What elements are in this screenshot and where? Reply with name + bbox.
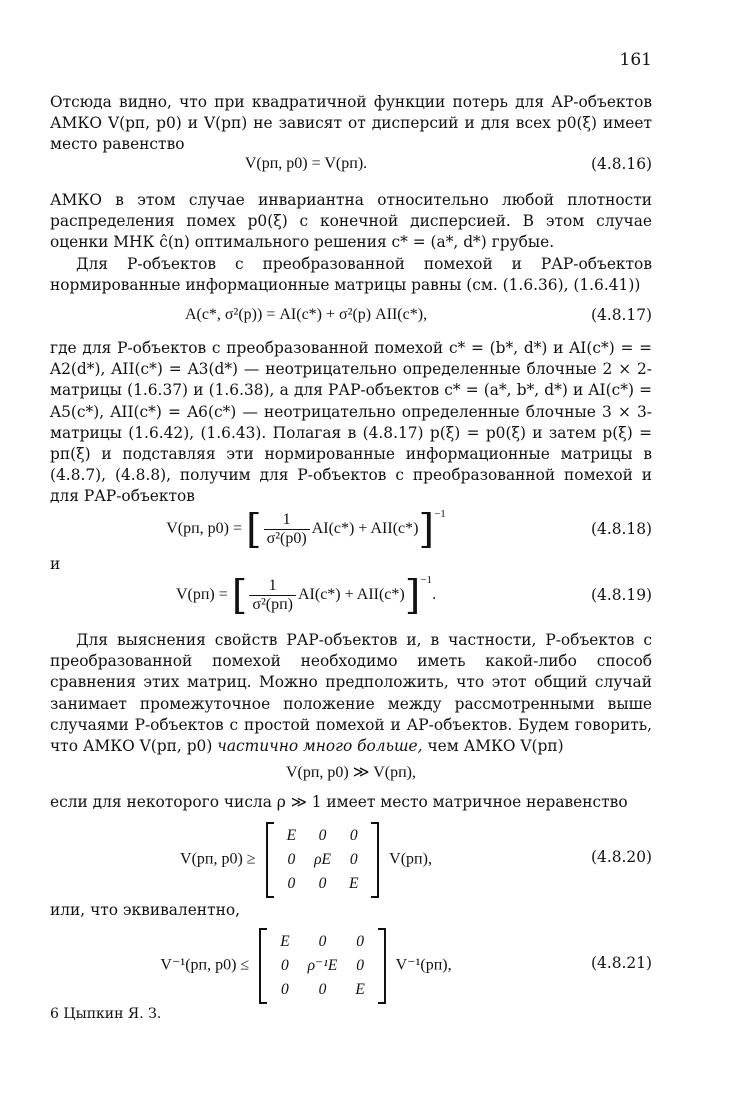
fraction-numerator: 1 — [268, 576, 277, 594]
matrix-cell: 0 — [281, 957, 289, 974]
equation-4-8-17 — [50, 306, 652, 338]
equation-number: (4.8.16) — [591, 155, 652, 173]
matrix-cell: E — [286, 827, 297, 844]
matrix-cell: 0 — [318, 981, 327, 998]
matrix-cell: 0 — [349, 851, 358, 868]
matrix-cell: E — [348, 875, 359, 892]
equation-4-8-18 — [50, 508, 652, 556]
fraction — [264, 511, 310, 548]
paragraph-5 — [50, 630, 652, 757]
equation-number: (4.8.17) — [591, 306, 652, 324]
power: −1 — [420, 574, 433, 586]
matrix-cell: E — [355, 981, 365, 998]
matrix-cell: 0 — [356, 933, 365, 950]
right-bracket: ] — [418, 506, 435, 553]
equation-rhs: V(pп), — [389, 850, 432, 868]
word-and: и — [50, 555, 61, 573]
footer-signature: 6 Цыпкин Я. З. — [50, 1006, 162, 1022]
equation-4-8-21 — [50, 928, 652, 1002]
matrix-cell: 0 — [318, 827, 327, 844]
paragraph-7: или, что эквивалентно, — [50, 901, 241, 919]
equation-formula: V(pп, p0) = V(pп). — [244, 155, 368, 172]
left-bracket: [ — [246, 506, 262, 553]
matrix-cell: 0 — [349, 827, 358, 844]
paragraph-6: если для некоторого числа ρ ≫ 1 имеет место матричное неравенство — [50, 793, 628, 811]
paragraph-3: Для Р-объектов с преобразованной помехой и РАР-объектов нормированные информационные матрицы равны (см. (1.6.36), (1.6.41)) — [50, 255, 652, 295]
equation-number: (4.8.20) — [591, 848, 652, 866]
right-bracket: ] — [404, 572, 421, 619]
equation-formula — [50, 572, 562, 619]
matrix-cell: E — [280, 933, 290, 950]
matrix-cell: 0 — [318, 875, 327, 892]
equation-formula: A(c*, σ²(p)) = AI(c*) + σ²(p) AII(c*), — [184, 306, 428, 323]
matrix-cell: 0 — [287, 851, 296, 868]
equation-4-8-19 — [50, 574, 652, 622]
equation-rest: AI(c*) + AII(c*) — [297, 586, 405, 603]
block-matrix — [259, 928, 386, 1004]
equation-number: (4.8.18) — [591, 520, 652, 538]
fraction-numerator: 1 — [282, 510, 291, 528]
equation-rhs: V⁻¹(pп), — [395, 956, 452, 974]
fraction-denominator: σ²(pп) — [249, 595, 296, 614]
equation-lhs: V(pп) = — [175, 586, 228, 603]
paragraph-4: где для Р-объектов с преобразованной помехой c* = (b*, d*) и AI(c*) = = A2(d*), AII(c*) = A3(d*) — неотрицательно определенные блочные 2 × 2-матрицы (1.6.37) и (1.6.38), а для РАР-объектов c* = (a*, b*, d*) и AI(c*) = A5(c*), AII(c*) = A6(c*) — неотрицательно определенные блочные 3 × 3-матрицы (1.6.42), (1.6.43). Полагая в (4.8.17) p(ξ) = p0(ξ) и затем p(ξ) = pп(ξ) и подставляя эти нормированные информационные матрицы в (4.8.7), (4.8.8), получим для Р-объектов с преобразованной помехой и для РАР-объектов — [50, 339, 652, 506]
equation-tail: . — [432, 586, 437, 603]
equation-formula — [50, 822, 562, 898]
paragraph-2: АМКО в этом случае инвариантна относительно любой плотности распределения помех p0(ξ) с конечной дисперсией. В этом случае оценки МНК ĉ(n) оптимального решения c* = (a*, d*) грубые. — [50, 191, 652, 252]
left-bracket: [ — [231, 572, 248, 619]
paragraph-5-tail: чем АМКО V(pп) — [427, 737, 564, 756]
matrix-cell: 0 — [356, 957, 365, 974]
equation-lhs: V⁻¹(pп, p0) ≤ — [160, 956, 250, 974]
equation-4-8-16 — [50, 155, 652, 187]
equation-rest: AI(c*) + AII(c*) — [311, 520, 419, 537]
equation-number: (4.8.19) — [591, 586, 652, 604]
equation-much-greater: V(pп, p0) ≫ V(pп), — [285, 764, 416, 781]
matrix-cell: ρE — [314, 851, 331, 868]
equation-4-8-20 — [50, 822, 652, 896]
matrix-cell: 0 — [287, 875, 296, 892]
matrix-cell: ρ⁻¹E — [307, 957, 338, 974]
page-number: 161 — [619, 50, 652, 70]
equation-formula — [50, 928, 562, 1004]
paragraph-5-emphasis: частично много больше, — [217, 737, 423, 756]
fraction — [249, 577, 296, 614]
paragraph-5-text: Для выяснения свойств РАР-объектов и, в частности, Р-объектов с преобразованной помехой необходимо иметь какой-либо способ сравнения этих матриц. Можно предположить, что этот общий случай занимает промежуточное положение между рассмотренными выше случаями Р-объектов с простой помехой и АР-объектов. Будем говорить, что АМКО V(pп, p0) — [50, 631, 652, 756]
equation-lhs: V(pп, p0) = — [166, 520, 243, 537]
matrix-cell: 0 — [281, 981, 289, 998]
matrix-cell: 0 — [318, 933, 327, 950]
equation-number: (4.8.21) — [591, 954, 652, 972]
block-matrix — [266, 822, 380, 898]
power: −1 — [434, 508, 446, 520]
paragraph-1: Отсюда видно, что при квадратичной функции потерь для АР-объектов АМКО V(pп, p0) и V(pп) не зависят от дисперсий и для всех p0(ξ) имеет место равенство — [50, 93, 652, 154]
fraction-denominator: σ²(p0) — [264, 529, 310, 548]
equation-lhs: V(pп, p0) ≥ — [180, 850, 256, 868]
equation-formula — [50, 506, 562, 553]
